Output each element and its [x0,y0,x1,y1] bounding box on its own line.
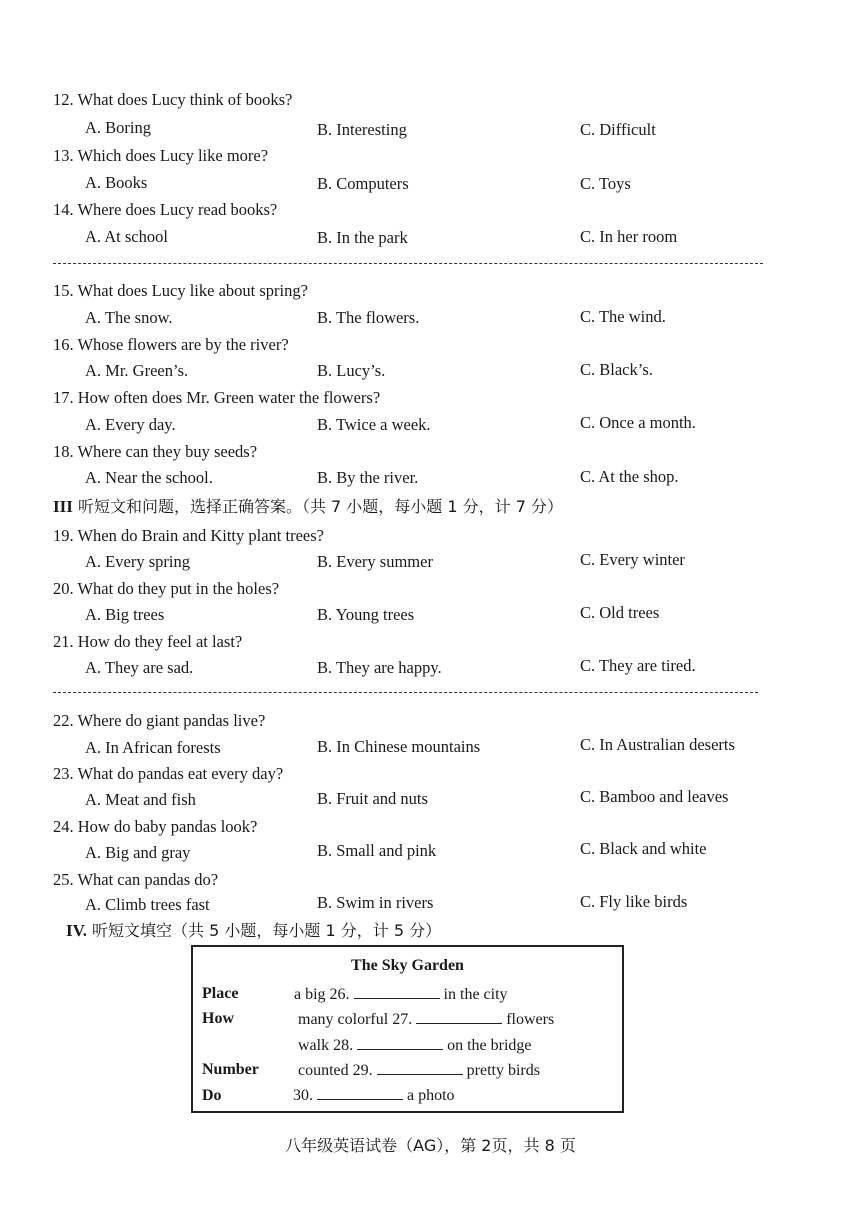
question-18: 18. Where can they buy seeds? [53,442,258,461]
option-b: B. Swim in rivers [317,893,434,912]
row-how-2 [298,1035,532,1055]
option-b: B. Computers [317,174,409,193]
row-number [298,1060,540,1080]
section-number: IV. [66,921,87,940]
option-b: B. Twice a week. [317,415,431,434]
row-place [294,984,508,1004]
option-b: B. In the park [317,228,408,247]
blank-26-suffix: in the city [443,986,508,1003]
option-b: B. Every summer [317,552,433,571]
option-c: C. The wind. [580,307,666,326]
section-instructions: 听短文和问题，选择正确答案。（共 7 小题，每小题 1 分，计 7 分） [77,497,564,516]
row-label-number: Number [202,1061,259,1078]
question-22: 22. Where do giant pandas live? [53,711,266,730]
section-4-heading [66,918,441,941]
option-b: B. Small and pink [317,841,437,860]
table-title: The Sky Garden [351,957,464,974]
page-footer: 八年级英语试卷（AG），第 2页，共 8 页 [285,1136,576,1155]
option-b: B. Fruit and nuts [317,789,428,808]
blank-26-prefix: a big 26. [294,986,350,1003]
option-c: C. Once a month. [580,413,696,432]
option-a: A. Books [85,173,148,192]
row-label-how: How [202,1010,234,1027]
section-3-heading [53,494,563,517]
blank-28-prefix: walk 28. [298,1037,354,1054]
option-a: A. Big and gray [85,843,191,862]
option-c: C. Bamboo and leaves [580,787,729,806]
blank-30-suffix: a photo [407,1087,455,1104]
option-c: C. Difficult [580,120,656,139]
option-a: A. They are sad. [85,658,194,677]
answer-blank-30[interactable] [317,1085,403,1100]
option-b: B. The flowers. [317,308,420,327]
question-19: 19. When do Brain and Kitty plant trees? [53,526,324,545]
option-b: B. Interesting [317,120,407,139]
row-label-do: Do [202,1087,222,1104]
option-a: A. Mr. Green’s. [85,361,189,380]
blank-30-prefix: 30. [293,1087,313,1104]
option-c: C. They are tired. [580,656,696,675]
question-23: 23. What do pandas eat every day? [53,764,284,783]
option-b: B. In Chinese mountains [317,737,481,756]
option-c: C. At the shop. [580,467,679,486]
option-c: C. Fly like birds [580,892,688,911]
option-c: C. In Australian deserts [580,735,735,754]
option-b: B. By the river. [317,468,419,487]
option-c: C. Every winter [580,550,685,569]
dashed-divider [53,263,763,264]
option-a: A. Boring [85,118,151,137]
blank-28-suffix: on the bridge [447,1037,532,1054]
option-c: C. Black’s. [580,360,653,379]
answer-blank-26[interactable] [354,984,440,999]
option-c: C. Old trees [580,603,660,622]
question-14: 14. Where does Lucy read books? [53,200,278,219]
option-b: B. Young trees [317,605,415,624]
section-instructions: 听短文填空（共 5 小题，每小题 1 分，计 5 分） [92,921,442,940]
row-how-1 [298,1009,554,1029]
section-number: III [53,497,73,516]
option-b: B. They are happy. [317,658,442,677]
option-a: A. Every day. [85,415,176,434]
answer-blank-29[interactable] [377,1060,463,1075]
question-20: 20. What do they put in the holes? [53,579,280,598]
option-a: A. In African forests [85,738,221,757]
row-label-place: Place [202,985,239,1002]
blank-29-prefix: counted 29. [298,1062,373,1079]
question-16: 16. Whose flowers are by the river? [53,335,289,354]
answer-blank-28[interactable] [357,1035,443,1050]
option-a: A. Near the school. [85,468,213,487]
dashed-divider [53,692,758,693]
question-13: 13. Which does Lucy like more? [53,146,269,165]
question-25: 25. What can pandas do? [53,870,219,889]
blank-27-suffix: flowers [506,1011,555,1028]
option-b: B. Lucy’s. [317,361,386,380]
option-a: A. Climb trees fast [85,895,210,914]
blank-29-suffix: pretty birds [466,1062,540,1079]
option-a: A. The snow. [85,308,173,327]
option-a: A. At school [85,227,168,246]
option-a: A. Every spring [85,552,190,571]
question-24: 24. How do baby pandas look? [53,817,258,836]
option-a: A. Big trees [85,605,165,624]
fill-in-table [191,945,624,1113]
option-c: C. In her room [580,227,678,246]
question-17: 17. How often does Mr. Green water the flowers? [53,388,381,407]
question-21: 21. How do they feel at last? [53,632,243,651]
question-15: 15. What does Lucy like about spring? [53,281,308,300]
answer-blank-27[interactable] [416,1009,502,1024]
question-12: 12. What does Lucy think of books? [53,90,293,109]
blank-27-prefix: many colorful 27. [298,1011,413,1028]
option-c: C. Black and white [580,839,707,858]
row-do [293,1085,455,1105]
option-a: A. Meat and fish [85,790,196,809]
option-c: C. Toys [580,174,631,193]
